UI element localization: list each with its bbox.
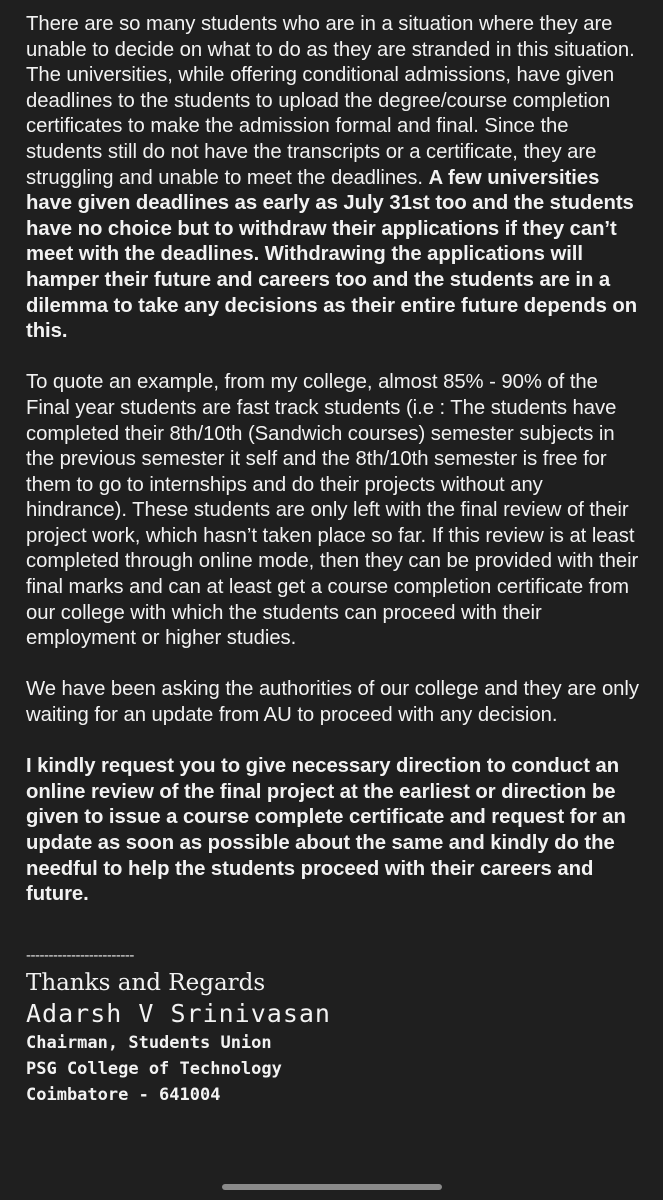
letter-body [26, 12, 644, 1108]
signer-name: Adarsh V Srinivasan [26, 998, 331, 1028]
signature-block [26, 948, 644, 1108]
paragraph-3: We have been asking the authorities of our college and they are only waiting for an update from AU to proceed with any decision. [26, 678, 639, 727]
paragraph-2: To quote an example, from my college, almost 85% - 90% of the Final year students are fast track students (i.e : The students have completed their 8th/10th (Sandwich courses) semester subjects in the previous semester it self and the 8th/10th semester is free for them to go to internships and do their projects without any hindrance). These students are only left with the final review of their project work, which hasn’t taken place so far. If this review is at least completed through online mode, then they can be provided with their final marks and can at least get a course completion certificate from our college with which the students can proceed with their employment or higher studies. [26, 371, 639, 650]
signer-college: PSG College of Technology [26, 1058, 282, 1079]
paragraph-4-bold: I kindly request you to give necessary direction to conduct an online review of the final project at the earliest or direction be given to issue a course complete certificate and request for an update as soon as possible about the same and kindly do the needful to help the students proceed with their careers and future. [26, 755, 626, 906]
closing-text: Thanks and Regards [26, 969, 266, 996]
paragraph-4 [26, 754, 644, 908]
paragraph-1-bold: A few universities have given deadlines as early as July 31st too and the students have no choice but to withdraw their applications if they can’t meet with the deadlines. Withdrawing the applications will hamper their future and careers too and the students are in a dilemma to take any decisions as their entire future depends on this. [26, 166, 638, 343]
signer-city: Coimbatore - 641004 [26, 1084, 221, 1105]
home-indicator-bar[interactable] [222, 1184, 442, 1190]
signer-title: Chairman, Students Union [26, 1032, 272, 1053]
paragraph-1-regular: There are so many students who are in a situation where they are unable to decide on what to do as they are stranded in this situation. The universities, while offering conditional admissions, have given deadlines to the students to upload the degree/course completion certificates to make the admission formal and final. Since the students still do not have the transcripts or a certificate, they are struggling and unable to meet the deadlines. [26, 13, 635, 189]
signature-separator: ------------------------ [26, 946, 134, 964]
paragraph-1 [26, 12, 644, 345]
